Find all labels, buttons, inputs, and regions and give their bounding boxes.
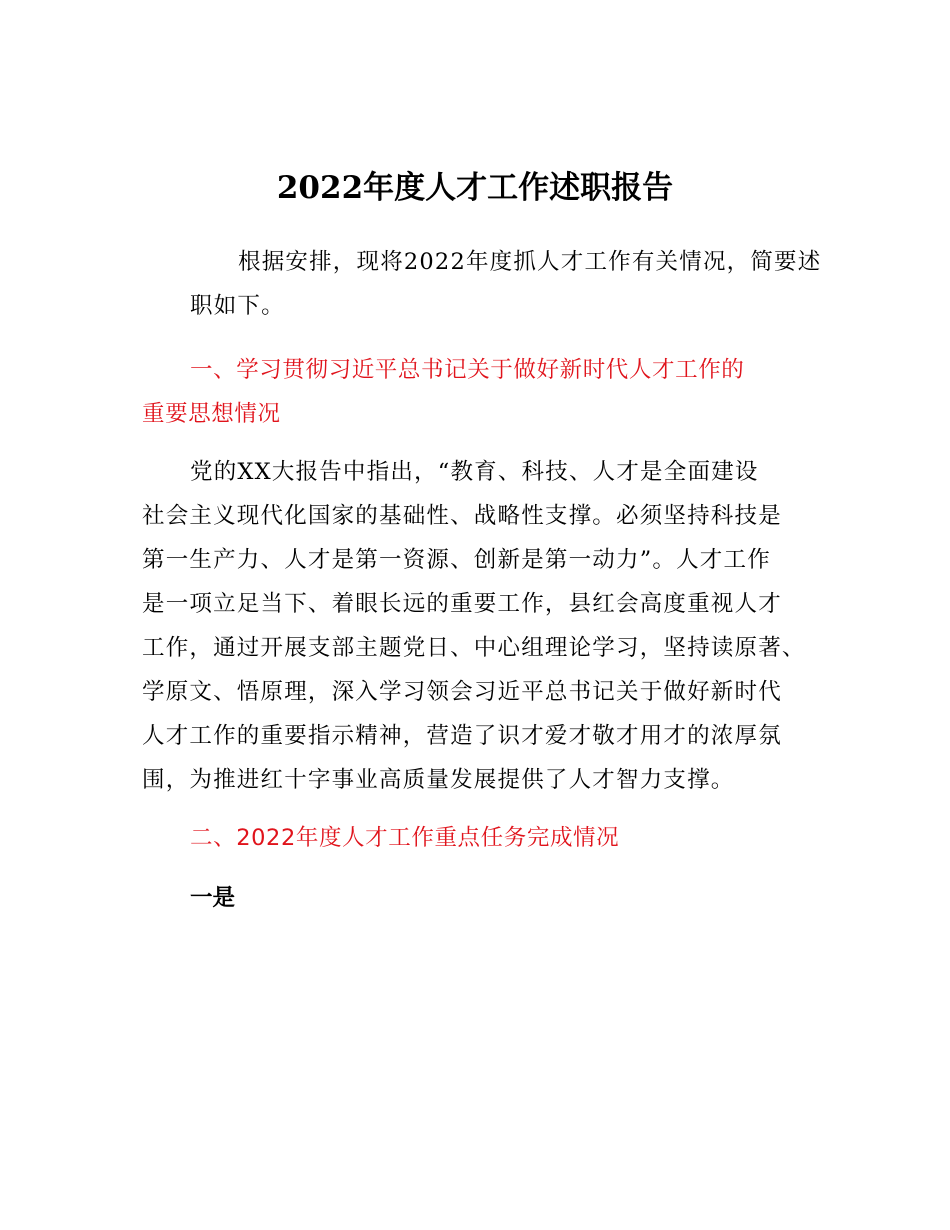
intro-line: 职如下。 — [190, 293, 285, 319]
section2-heading — [142, 816, 832, 860]
section2-heading-line: 二、2022年度人才工作重点任务完成情况 — [190, 825, 620, 851]
document-title: 2022年度人才工作述职报告 — [276, 170, 674, 206]
section1-body-line: 社会主义现代化国家的基础性、战略性支撑。必须坚持科技是 — [142, 503, 782, 529]
section1-body-line: 党的XX大报告中指出，“教育、科技、人才是全面建设 — [190, 459, 759, 485]
section1-body-line: 是一项立足当下、着眼长远的重要工作，县红会高度重视人才 — [142, 591, 782, 617]
section1-body-line: 工作，通过开展支部主题党日、中心组理论学习，坚持读原著、 — [142, 635, 806, 661]
section1-heading-line: 一、学习贯彻习近平总书记关于做好新时代人才工作的 — [190, 357, 745, 383]
section1-body — [142, 450, 832, 802]
section1-body-line: 人才工作的重要指示精神，营造了识才爱才敬才用才的浓厚氛 — [142, 723, 782, 749]
section1-heading-line: 重要思想情况 — [142, 401, 281, 427]
section2-lead: 一是 — [190, 885, 236, 911]
section1-body-line: 围，为推进红十字事业高质量发展提供了人才智力支撑。 — [142, 767, 735, 793]
intro-line: 根据安排，现将2022年度抓人才工作有关情况，简要述 — [238, 249, 822, 275]
section1-heading — [142, 348, 832, 436]
section1-body-line: 第一生产力、人才是第一资源、创新是第一动力”。人才工作 — [142, 547, 771, 573]
section1-body-line: 学原文、悟原理，深入学习领会习近平总书记关于做好新时代 — [142, 679, 782, 705]
intro-paragraph — [142, 240, 832, 328]
